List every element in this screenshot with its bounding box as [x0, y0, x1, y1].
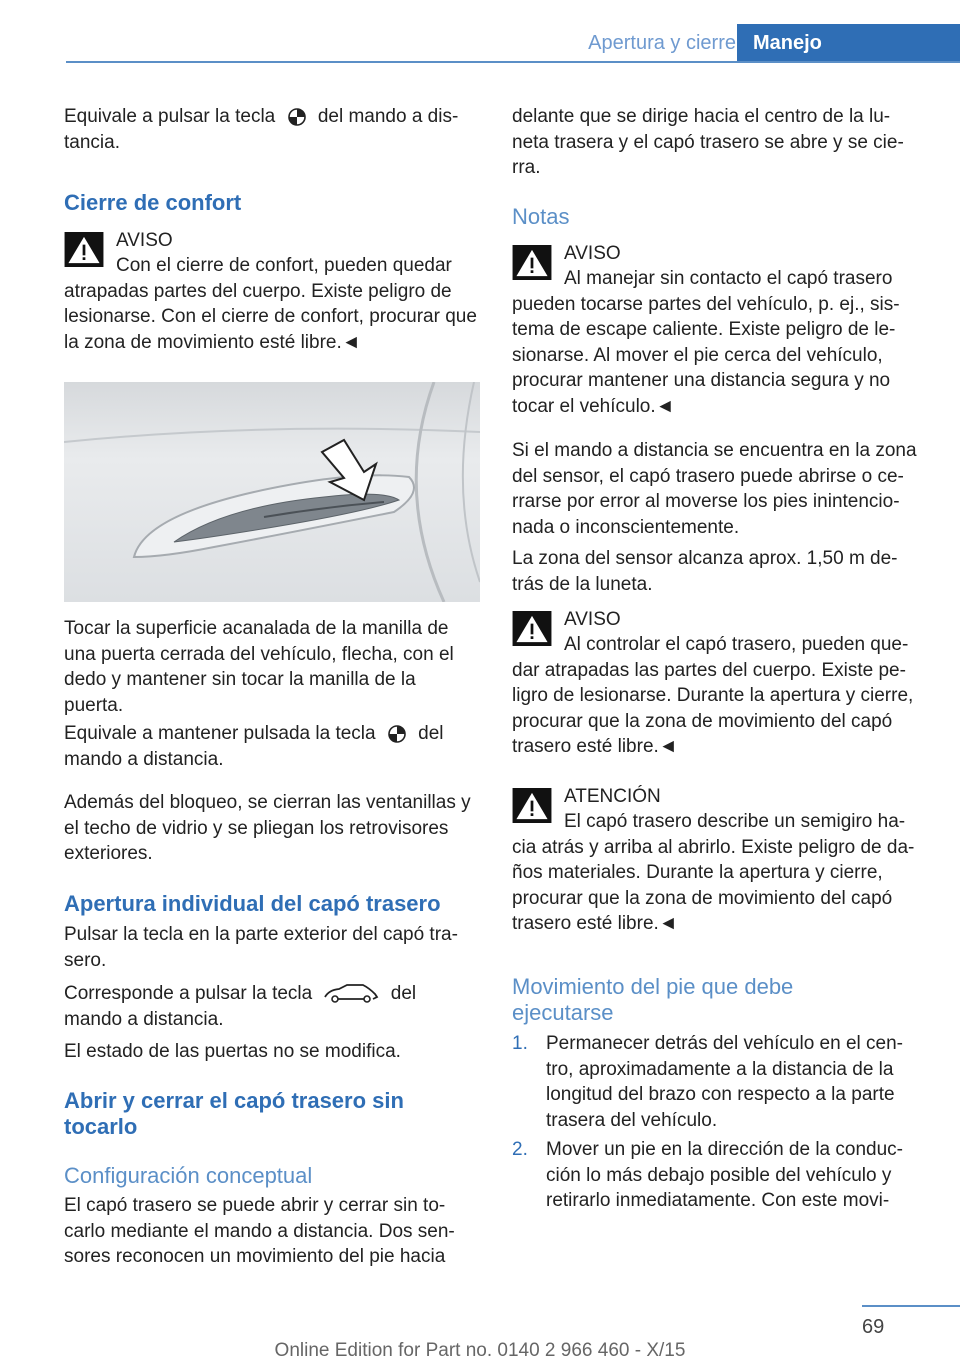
footer-edition: Online Edition for Part no. 0140 2 966 460 - X/15 [274, 1340, 686, 1361]
paragraph-continuacion: delante que se dirige hacia el centro de la lu- neta trasera y el capó trasero se abre y se cie- rra. [512, 106, 904, 178]
heading-cierre-confort: Cierre de confort [64, 190, 242, 215]
paragraph-configuracion: El capó trasero se puede abrir y cerrar sin to- carlo mediante el mando a distancia. Dos sen- sores reconocen un movimiento del pie hacia [64, 1195, 455, 1267]
paragraph-equivale-mantener: Equivale a mantener pulsada la tecla del mando a distancia. [64, 723, 444, 770]
intro-paragraph: Equivale a pulsar la tecla del mando a dis- tancia. [64, 106, 459, 153]
warning-box-2 [512, 241, 932, 421]
list-number: 1. [512, 1033, 528, 1054]
paragraph-ademas: Además del bloqueo, se cierran las ventanillas y el techo de vidrio y se pliegan los retrovisores exteriores. [64, 792, 471, 864]
heading-notas: Notas [512, 204, 570, 229]
attention-text: El capó trasero describe un semigiro ha- cia atrás y arriba al abrirlo. Existe peligro de da- ños materiales. Durante la apertura y cierre, procurar que la zona de movimiento del capó trasero esté libre.◄ [512, 811, 915, 934]
list-text: Permanecer detrás del vehículo en el cen- tro, aproximadamente a la distancia de la longitud del brazo con respecto a la parte trasera del vehículo. [546, 1033, 903, 1131]
warning-label: AVISO [564, 609, 621, 630]
warning-text: Con el cierre de confort, pueden quedar atrapadas partes del cuerpo. Existe peligro de lesionarse. Con el cierre de confort, procurar que la zona de movimiento esté libre.◄ [64, 255, 477, 353]
page-header [0, 24, 960, 62]
paragraph-estado: El estado de las puertas no se modifica. [64, 1041, 401, 1062]
car-tailgate-icon [323, 982, 379, 1004]
list-text: Mover un pie en la dirección de la conduc- ción lo más debajo posible del vehículo y retirarlo inmediatamente. Con este movi- [546, 1139, 903, 1211]
warning-text: Al manejar sin contacto el capó trasero pueden tocarse partes del vehículo, p. ej., sis- tema de escape caliente. Existe peligro de le- sionarse. Al mover el pie cerca del vehículo, procurar mantener una distancia segura y no tocar el vehículo.◄ [512, 268, 900, 417]
list-number: 2. [512, 1139, 528, 1160]
paragraph-pulsar: Pulsar la tecla en la parte exterior del capó tra- sero. [64, 924, 458, 971]
page-number: 69 [862, 1316, 885, 1338]
header-section-title: Apertura y cierre [588, 32, 736, 54]
heading-configuracion: Configuración conceptual [64, 1163, 313, 1188]
key-button-icon [387, 724, 407, 744]
paragraph-mando-zona: Si el mando a distancia se encuentra en la zona del sensor, el capó trasero puede abrirse o ce- rrarse por error al moverse los pies inintencio- nada o inconscientemente. [512, 440, 917, 538]
paragraph-corresponde: Corresponde a pulsar la tecla del mando a distancia. [64, 983, 417, 1030]
warning-label: AVISO [116, 230, 173, 251]
warning-box-1 [64, 228, 484, 368]
heading-apertura-individual: Apertura individual del capó trasero [64, 891, 441, 916]
header-chapter-tab: Manejo [737, 24, 960, 62]
warning-box-4 [512, 784, 932, 944]
heading-movimiento-pie: Movimiento del pie que debe ejecutarse [512, 974, 794, 1025]
paragraph-zona-sensor: La zona del sensor alcanza aprox. 1,50 m de- trás de la luneta. [512, 548, 898, 595]
attention-label: ATENCIÓN [564, 786, 661, 807]
paragraph-tocar: Tocar la superficie acanalada de la manilla de una puerta cerrada del vehículo, flecha, con el dedo y mantener sin tocar la manilla de la puerta. [64, 618, 454, 716]
warning-text: Al controlar el capó trasero, pueden que- dar atrapadas las partes del cuerpo. Existe pe- ligro de lesionarse. Durante la apertura y cierre, procurar que la zona de movimiento del capó trasero esté libre.◄ [512, 634, 914, 757]
list-item [512, 1031, 932, 1141]
header-rule [66, 61, 960, 63]
warning-box-3 [512, 607, 932, 767]
list-item [512, 1137, 932, 1217]
warning-label: AVISO [564, 243, 621, 264]
heading-abrir-cerrar: Abrir y cerrar el capó trasero sin tocarlo [64, 1088, 404, 1139]
footer-rule [862, 1305, 960, 1307]
key-button-icon [287, 107, 307, 127]
door-handle-illustration [64, 382, 480, 602]
door-handle-photo [64, 382, 480, 602]
